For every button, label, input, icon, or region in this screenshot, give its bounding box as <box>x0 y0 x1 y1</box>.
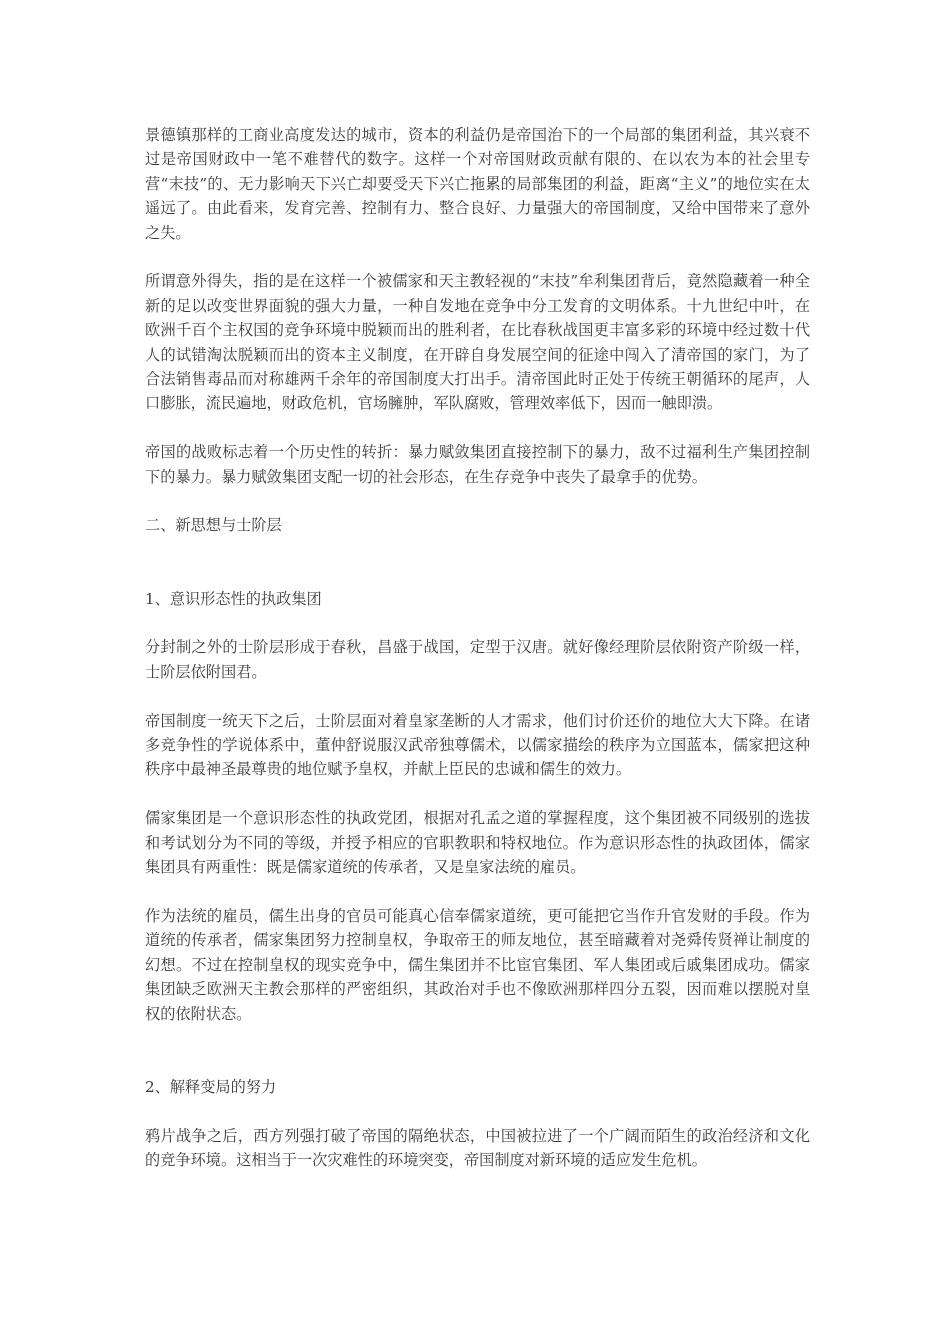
paragraph: 作为法统的雇员，儒生出身的官员可能真心信奉儒家道统，更可能把它当作升官发财的手段。作为道统的传承者，儒家集团努力控制皇权，争取帝王的师友地位，甚至暗藏着对尧舜传贤禅让制度的幻想。不过在控制皇权的现实竞争中，儒生集团并不比宦官集团、军人集团或后戚集团成功。儒家集团缺乏欧洲天主教会那样的严密组织，其政治对手也不像欧洲那样四分五裂，因而难以摆脱对皇权的依附状态。 <box>145 906 810 1023</box>
paragraph-gap <box>145 1026 810 1075</box>
document-page <box>145 123 810 1172</box>
paragraph: 帝国的战败标志着一个历史性的转折：暴力赋敛集团直接控制下的暴力，敌不过福利生产集团控制下的暴力。暴力赋敛集团支配一切的社会形态，在生存竞争中丧失了最拿手的优势。 <box>145 443 810 486</box>
paragraph-gap <box>145 611 810 635</box>
paragraph: 所谓意外得失，指的是在这样一个被儒家和天主教轻视的“末技”牟利集团背后，竟然隐藏着一种全新的足以改变世界面貌的强大力量，一种自发地在竞争中分工发育的文明体系。十九世纪中叶，在欧洲千百个主权国的竞争环境中脱颖而出的胜利者，在比春秋战国更丰富多彩的环境中经过数十代人的试错淘汰脱颖而出的资本主义制度，在开辟自身发展空间的征途中闯入了清帝国的家门，为了合法销售毒品而对称雄两千余年的帝国制度大打出手。清帝国此时正处于传统王朝循环的尾声，人口膨胀，流民遍地，财政危机，官场臃肿，军队腐败，管理效率低下，因而一触即溃。 <box>145 272 810 413</box>
paragraph: 分封制之外的士阶层形成于春秋，昌盛于战国，定型于汉唐。就好像经理阶层依附资产阶级一样，士阶层依附国君。 <box>145 638 810 681</box>
paragraph: 景德镇那样的工商业高度发达的城市，资本的利益仍是帝国治下的一个局部的集团利益，其兴衰不过是帝国财政中一笔不难替代的数字。这样一个对帝国财政贡献有限的、在以农为本的社会里专营“末技”的、无力影响天下兴亡却要受天下兴亡拖累的局部集团的利益，距离“主义”的地位实在太遥远了。由此看来，发育完善、控制有力、整合良好、力量强大的帝国制度，又给中国带来了意外之失。 <box>145 126 810 242</box>
paragraph-gap <box>145 489 810 513</box>
paragraph-gap <box>145 416 810 440</box>
section-heading: 二、新思想与士阶层 <box>145 516 282 535</box>
paragraph-gap <box>145 684 810 708</box>
paragraph: 儒家集团是一个意识形态性的执政党团，根据对孔孟之道的掌握程度，这个集团被不同级别的选拔和考试划分为不同的等级，并授予相应的官职教职和特权地位。作为意识形态性的执政团体，儒家集团具有两重性：既是儒家道统的传承者，又是皇家法统的雇员。 <box>145 809 810 877</box>
subsection-heading: 2、解释变局的努力 <box>145 1077 277 1096</box>
paragraph-gap <box>145 879 810 903</box>
paragraph: 鸦片战争之后，西方列强打破了帝国的隔绝状态，中国被拉进了一个广阔而陌生的政治经济和文化的竞争环境。这相当于一次灾难性的环境突变，帝国制度对新环境的适应发生危机。 <box>145 1126 810 1169</box>
paragraph-gap <box>145 245 810 269</box>
paragraph: 帝国制度一统天下之后，士阶层面对着皇家垄断的人才需求，他们讨价还价的地位大大下降。在诸多竞争性的学说体系中，董仲舒说服汉武帝独尊儒术，以儒家描绘的秩序为立国蓝本，儒家把这种秩序中最神圣最尊贵的地位赋予皇权，并献上臣民的忠诚和儒生的效力。 <box>145 711 810 779</box>
paragraph-gap <box>145 538 810 587</box>
paragraph-gap <box>145 782 810 806</box>
subsection-heading: 1、意识形态性的执政集团 <box>145 589 322 608</box>
paragraph-gap <box>145 1099 810 1123</box>
